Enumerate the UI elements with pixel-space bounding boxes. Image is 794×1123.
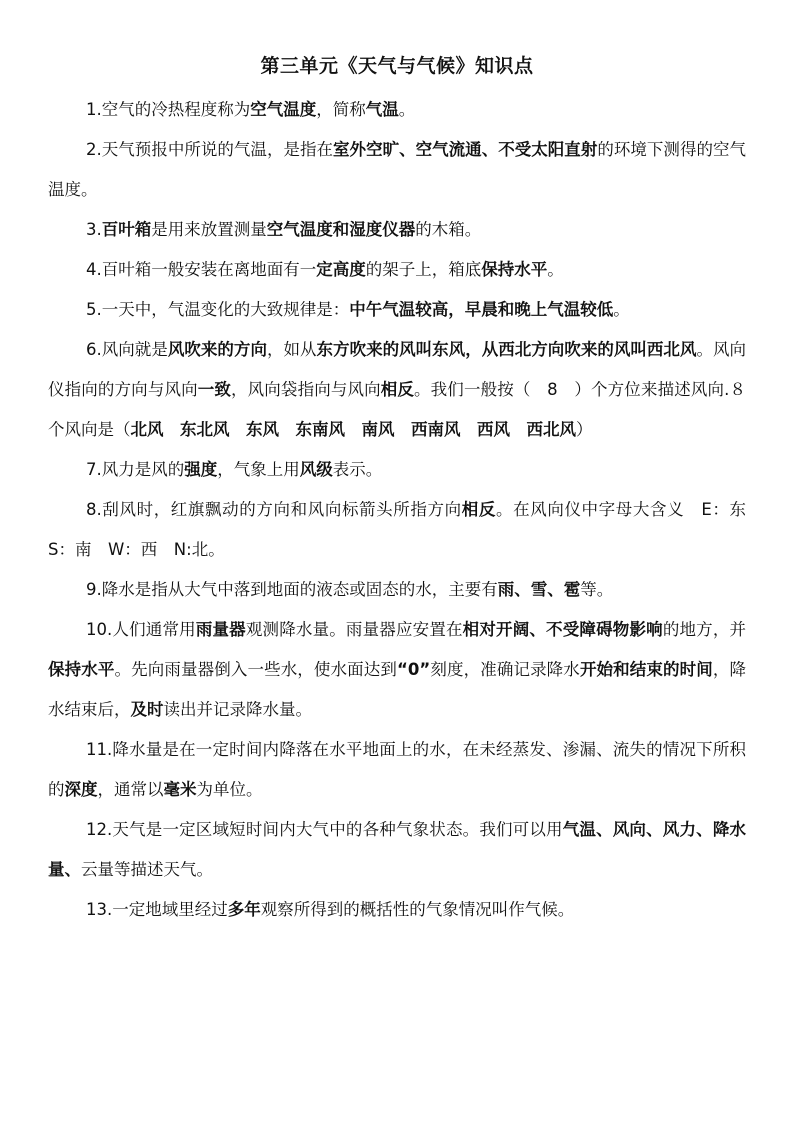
body-text: ，如从 [266,340,317,359]
emphasis-text: 北风 东北风 东风 东南风 南风 西南风 西风 西北风 [130,420,576,439]
emphasis-text: 深度 [64,780,98,799]
body-text: ，气象上用 [217,460,300,479]
emphasis-text: 东方吹来的风叫东风，从西北方向吹来的风叫西北风 [316,340,697,359]
knowledge-point-11 [48,730,746,810]
body-text: 12.天气是一定区域短时间内大气中的各种气象状态。我们可以用 [86,820,563,839]
body-text: 。在风向仪中字母大含义 E：东 S：南 W：西 N:北。 [48,500,763,559]
body-text: 6.风向就是 [86,340,168,359]
emphasis-text: 气温 [365,100,399,119]
emphasis-text: 室外空旷、空气流通、不受太阳直射 [333,140,598,159]
body-text: ，降水结束后， [48,660,747,719]
body-text: 观察所得到的概括性的气象情况叫作气候。 [260,900,575,919]
emphasis-text: 保持水平 [48,660,115,679]
knowledge-point-7 [48,450,746,490]
emphasis-text: 开始和结束的时间 [579,660,713,679]
body-text: ） [576,420,593,439]
knowledge-point-5 [48,290,746,330]
body-text: ，风向袋指向与风向 [231,380,381,399]
body-text: 读出并记录降水量。 [163,700,312,719]
emphasis-text: 定高度 [316,260,366,279]
knowledge-point-9 [48,570,746,610]
emphasis-text: 相反 [461,500,496,519]
body-text: 2.天气预报中所说的气温，是指在 [86,140,334,159]
knowledge-point-6 [48,330,746,450]
body-text: 的环境下测得的空气温度。 [48,140,746,199]
emphasis-text: 气温、风向、风力、降水量、 [48,820,746,879]
body-text: 的木箱。 [415,220,482,239]
body-text: ，简称 [316,100,366,119]
knowledge-point-10 [48,610,746,730]
emphasis-text: 强度 [184,460,218,479]
emphasis-text: “0” [397,660,431,679]
emphasis-text: 保持水平 [481,260,548,279]
emphasis-text: 百叶箱 [101,220,152,239]
emphasis-text: 及时 [130,700,164,719]
emphasis-text: 雨量器 [195,620,246,639]
body-text: 表示。 [332,460,383,479]
body-text: 为单位。 [196,780,263,799]
body-text: 11.降水量是在一定时间内降落在水平地面上的水，在未经蒸发、渗漏、流失的情况下所积的 [48,740,746,799]
emphasis-text: 相对开阔、不受障碍物影响 [462,620,663,639]
emphasis-text: 空气温度和湿度仪器 [266,220,416,239]
knowledge-point-8 [48,490,763,570]
knowledge-point-13 [48,890,746,930]
body-text: 是用来放置测量 [151,220,267,239]
page-title: 第三单元《天气与气候》知识点 [260,55,534,77]
knowledge-point-2 [48,130,746,210]
emphasis-text: 雨、雪、雹 [497,580,581,599]
body-text: 。 [547,260,564,279]
body-text: 的地方，并 [662,620,747,639]
emphasis-text: 一致 [197,380,232,399]
knowledge-points [48,90,763,930]
body-text: ，通常以 [97,780,164,799]
knowledge-point-4 [48,250,746,290]
body-text: 9.降水是指从大气中落到地面的液态或固态的水，主要有 [86,580,498,599]
body-text: 的架子上，箱底 [365,260,482,279]
emphasis-text: 风吹来的方向 [167,340,267,359]
body-text: 。先向雨量器倒入一些水，使水面达到 [114,660,398,679]
knowledge-point-12 [48,810,746,890]
body-text: 4.百叶箱一般安装在离地面有一 [86,260,317,279]
knowledge-point-1 [48,90,746,130]
body-text: 。我们一般按（ 8 ）个方位来描述风向.８个风向是（ [48,380,747,439]
emphasis-text: 中午气温较高，早晨和晚上气温较低 [349,300,614,319]
emphasis-text: 风级 [299,460,333,479]
emphasis-text: 多年 [227,900,261,919]
body-text: 云量等描述天气。 [81,860,213,879]
emphasis-text: 空气温度 [250,100,317,119]
body-text: 等。 [580,580,614,599]
body-text: 5.一天中，气温变化的大致规律是： [86,300,350,319]
emphasis-text: 相反 [380,380,415,399]
body-text: 。 [613,300,630,319]
emphasis-text: 毫米 [163,780,197,799]
body-text: 。 [398,100,416,119]
body-text: 10.人们通常用 [86,620,196,639]
body-text: 7.风力是风的 [86,460,185,479]
body-text: 3. [86,220,102,239]
body-text: 8.刮风时，红旗飘动的方向和风向标箭头所指方向 [86,500,462,519]
body-text: 。风向仪指向的方向与风向 [48,340,747,399]
body-text: 观测降水量。雨量器应安置在 [245,620,463,639]
body-text: 13.一定地域里经过 [86,900,228,919]
body-text: 刻度，准确记录降水 [430,660,580,679]
knowledge-point-3 [48,210,746,250]
body-text: 1.空气的冷热程度称为 [86,100,251,119]
